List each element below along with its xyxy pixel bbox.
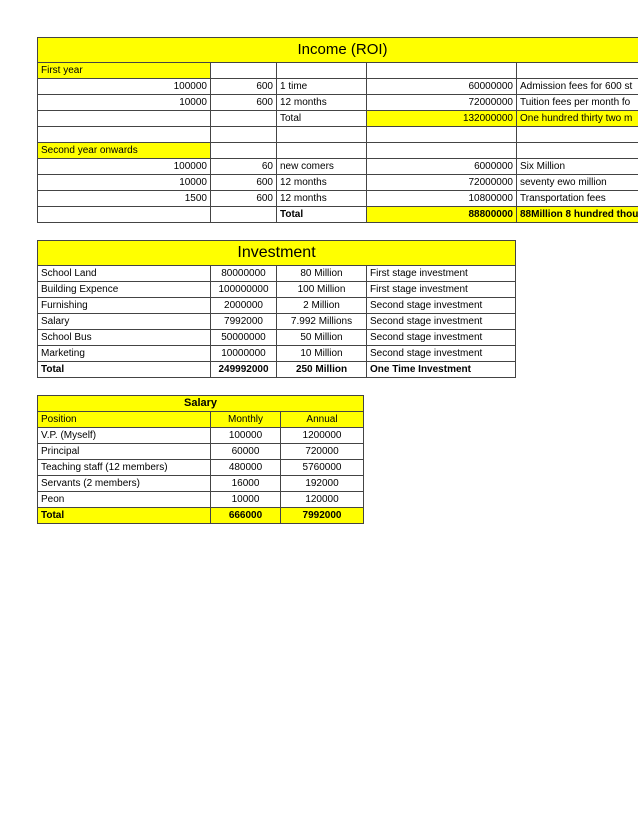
cell: Transportation fees bbox=[517, 191, 638, 207]
cell: 7992000 bbox=[211, 314, 277, 330]
header-monthly: Monthly bbox=[211, 412, 281, 428]
cell: Total bbox=[277, 111, 367, 127]
cell: 60000 bbox=[211, 444, 281, 460]
cell: 16000 bbox=[211, 476, 281, 492]
cell: 666000 bbox=[211, 508, 281, 524]
cell: Furnishing bbox=[38, 298, 211, 314]
cell: Total bbox=[277, 207, 367, 223]
cell: 50000000 bbox=[211, 330, 277, 346]
investment-table bbox=[37, 240, 516, 378]
cell: 249992000 bbox=[211, 362, 277, 378]
cell: Total bbox=[38, 508, 211, 524]
table-row bbox=[38, 460, 364, 476]
cell: 88800000 bbox=[367, 207, 517, 223]
cell: 2 Million bbox=[277, 298, 367, 314]
table-row bbox=[38, 444, 364, 460]
cell: 80000000 bbox=[211, 266, 277, 282]
second-year-label: Second year onwards bbox=[38, 143, 211, 159]
cell: Admission fees for 600 st bbox=[517, 79, 638, 95]
table-row bbox=[38, 298, 516, 314]
cell: 2000000 bbox=[211, 298, 277, 314]
cell: V.P. (Myself) bbox=[38, 428, 211, 444]
cell: 192000 bbox=[281, 476, 364, 492]
cell: First stage investment bbox=[367, 282, 516, 298]
cell: School Land bbox=[38, 266, 211, 282]
cell: 100000 bbox=[38, 79, 211, 95]
cell: 12 months bbox=[277, 175, 367, 191]
cell: Total bbox=[38, 362, 211, 378]
cell: Tuition fees per month fo bbox=[517, 95, 638, 111]
cell: seventy ewo million bbox=[517, 175, 638, 191]
salary-table bbox=[37, 395, 364, 524]
cell: 10 Million bbox=[277, 346, 367, 362]
header-row bbox=[38, 412, 364, 428]
cell: 480000 bbox=[211, 460, 281, 476]
cell: 1200000 bbox=[281, 428, 364, 444]
table-row bbox=[38, 476, 364, 492]
cell: 1 time bbox=[277, 79, 367, 95]
cell: Marketing bbox=[38, 346, 211, 362]
table-row bbox=[38, 207, 638, 223]
cell: 10000000 bbox=[211, 346, 277, 362]
table-row bbox=[38, 95, 638, 111]
table-row bbox=[38, 175, 638, 191]
cell: 10000 bbox=[211, 492, 281, 508]
cell: Six Million bbox=[517, 159, 638, 175]
cell: 10000 bbox=[38, 175, 211, 191]
cell: 250 Million bbox=[277, 362, 367, 378]
header-position: Position bbox=[38, 412, 211, 428]
income-title: Income (ROI) bbox=[38, 38, 638, 63]
cell: 10800000 bbox=[367, 191, 517, 207]
cell: 600 bbox=[211, 175, 277, 191]
income-table bbox=[37, 37, 638, 223]
cell: 7.992 Millions bbox=[277, 314, 367, 330]
cell: 100 Million bbox=[277, 282, 367, 298]
cell: 50 Million bbox=[277, 330, 367, 346]
cell: 600 bbox=[211, 191, 277, 207]
cell: 60000000 bbox=[367, 79, 517, 95]
cell: Building Expence bbox=[38, 282, 211, 298]
cell: 600 bbox=[211, 79, 277, 95]
cell: 132000000 bbox=[367, 111, 517, 127]
cell: Teaching staff (12 members) bbox=[38, 460, 211, 476]
table-row bbox=[38, 191, 638, 207]
cell: Second stage investment bbox=[367, 298, 516, 314]
cell: 10000 bbox=[38, 95, 211, 111]
cell: 5760000 bbox=[281, 460, 364, 476]
table-row bbox=[38, 492, 364, 508]
table-row bbox=[38, 111, 638, 127]
table-row bbox=[38, 428, 364, 444]
cell: Servants (2 members) bbox=[38, 476, 211, 492]
table-row bbox=[38, 330, 516, 346]
header-annual: Annual bbox=[281, 412, 364, 428]
first-year-label: First year bbox=[38, 63, 211, 79]
cell: 1500 bbox=[38, 191, 211, 207]
cell: 72000000 bbox=[367, 95, 517, 111]
cell: Salary bbox=[38, 314, 211, 330]
cell: 80 Million bbox=[277, 266, 367, 282]
cell: 12 months bbox=[277, 95, 367, 111]
cell: 6000000 bbox=[367, 159, 517, 175]
cell: 120000 bbox=[281, 492, 364, 508]
investment-title: Investment bbox=[38, 241, 516, 266]
table-row bbox=[38, 346, 516, 362]
table-row bbox=[38, 266, 516, 282]
cell: 60 bbox=[211, 159, 277, 175]
table-row bbox=[38, 79, 638, 95]
cell: 12 months bbox=[277, 191, 367, 207]
cell: 7992000 bbox=[281, 508, 364, 524]
cell: 100000 bbox=[38, 159, 211, 175]
table-row bbox=[38, 159, 638, 175]
table-row bbox=[38, 282, 516, 298]
total-row bbox=[38, 508, 364, 524]
cell: 600 bbox=[211, 95, 277, 111]
cell: Peon bbox=[38, 492, 211, 508]
cell: School Bus bbox=[38, 330, 211, 346]
cell: Second stage investment bbox=[367, 346, 516, 362]
cell: 72000000 bbox=[367, 175, 517, 191]
cell: One Time Investment bbox=[367, 362, 516, 378]
cell: First stage investment bbox=[367, 266, 516, 282]
salary-title: Salary bbox=[38, 396, 364, 412]
total-row bbox=[38, 362, 516, 378]
cell: new comers bbox=[277, 159, 367, 175]
cell: Second stage investment bbox=[367, 314, 516, 330]
cell: One hundred thirty two m bbox=[517, 111, 638, 127]
cell: 100000 bbox=[211, 428, 281, 444]
cell: 88Million 8 hundred thou bbox=[517, 207, 638, 223]
cell: Principal bbox=[38, 444, 211, 460]
table-row bbox=[38, 314, 516, 330]
cell: Second stage investment bbox=[367, 330, 516, 346]
cell: 100000000 bbox=[211, 282, 277, 298]
cell: 720000 bbox=[281, 444, 364, 460]
